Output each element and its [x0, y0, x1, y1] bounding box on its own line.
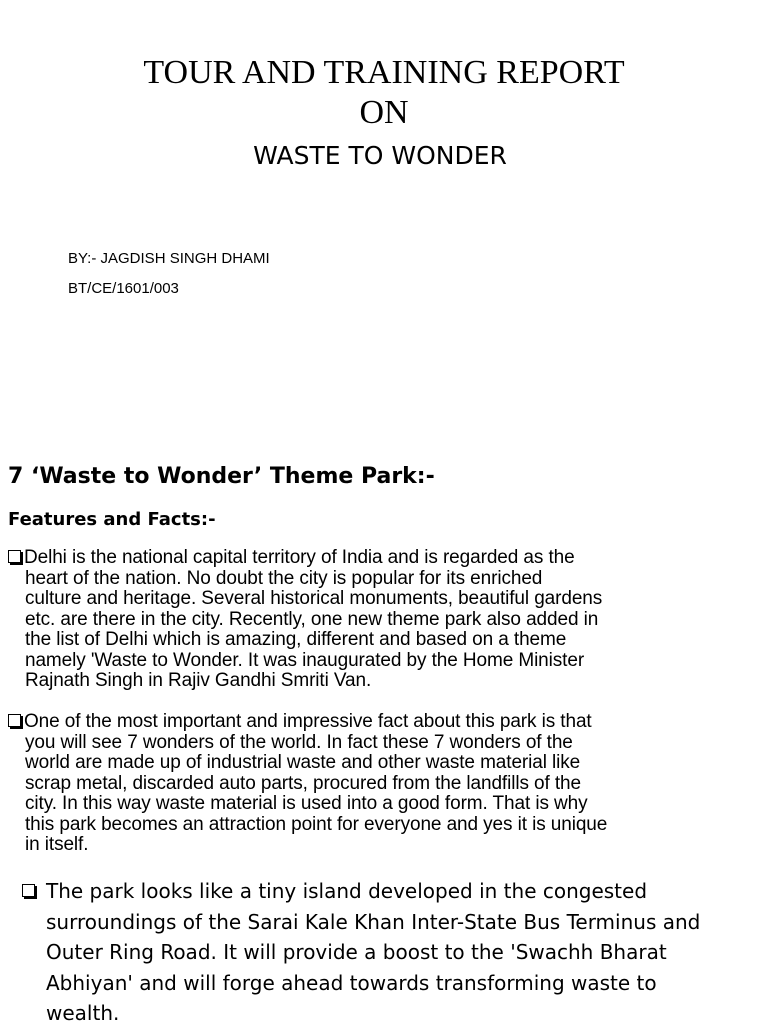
bullet-paragraph [8, 548, 760, 692]
bullet-text-line: Rajnath Singh in Rajiv Gandhi Smriti Van. [25, 670, 372, 691]
bullet-text-line: surroundings of the Sarai Kale Khan Inter-State Bus Terminus and [46, 909, 701, 934]
bullet-text-line: One of the most important and impressive fact about this park is that [24, 711, 592, 732]
bullet-text-line: city. In this way waste material is used into a good form. That is why [25, 793, 588, 814]
bullet-text-line: world are made up of industrial waste and other waste material like [25, 752, 581, 773]
bullet-text-line: culture and heritage. Several historical monuments, beautiful gardens [25, 588, 603, 609]
roll-number: BT/CE/1601/003 [68, 280, 179, 297]
bullet-paragraph [22, 876, 752, 1029]
bullet-text-line: the list of Delhi which is amazing, different and based on a theme [25, 629, 567, 650]
section-heading: 7 ‘Waste to Wonder’ Theme Park:- [8, 464, 435, 489]
author-line: BY:- JAGDISH SINGH DHAMI [68, 250, 270, 267]
report-subtitle: WASTE TO WONDER [253, 141, 507, 170]
bullet-text-line: scrap metal, discarded auto parts, procured from the landfills of the [25, 772, 581, 794]
checkbox-bullet-icon [8, 714, 21, 727]
bullet-text-line: wealth. [46, 1001, 120, 1026]
bullet-text-line: heart of the nation. No doubt the city is popular for its enriched [25, 567, 543, 589]
bullet-text-line: in itself. [25, 834, 89, 855]
section-subheading: Features and Facts:- [8, 509, 216, 530]
bullet-text-line: Outer Ring Road. It will provide a boost to the 'Swachh Bharat [46, 940, 667, 965]
bullet-text-line: Abhiyan' and will forge ahead towards transforming waste to [46, 970, 657, 995]
bullet-text-line: The park looks like a tiny island developed in the congested [46, 879, 648, 903]
bullet-text-line: Delhi is the national capital territory of India and is regarded as the [24, 547, 575, 568]
bullet-text-line: this park becomes an attraction point for everyone and yes it is unique [25, 813, 608, 835]
report-title-on: ON [359, 94, 409, 131]
checkbox-bullet-icon [22, 884, 35, 897]
bullet-paragraph [8, 712, 760, 856]
bullet-text-line: you will see 7 wonders of the world. In fact these 7 wonders of the [25, 731, 573, 753]
report-title: TOUR AND TRAINING REPORT [143, 54, 625, 91]
bullet-text-line: etc. are there in the city. Recently, one new theme park also added in [25, 608, 599, 630]
checkbox-bullet-icon [8, 550, 21, 563]
bullet-text-line: namely 'Waste to Wonder. It was inaugurated by the Home Minister [25, 649, 585, 671]
